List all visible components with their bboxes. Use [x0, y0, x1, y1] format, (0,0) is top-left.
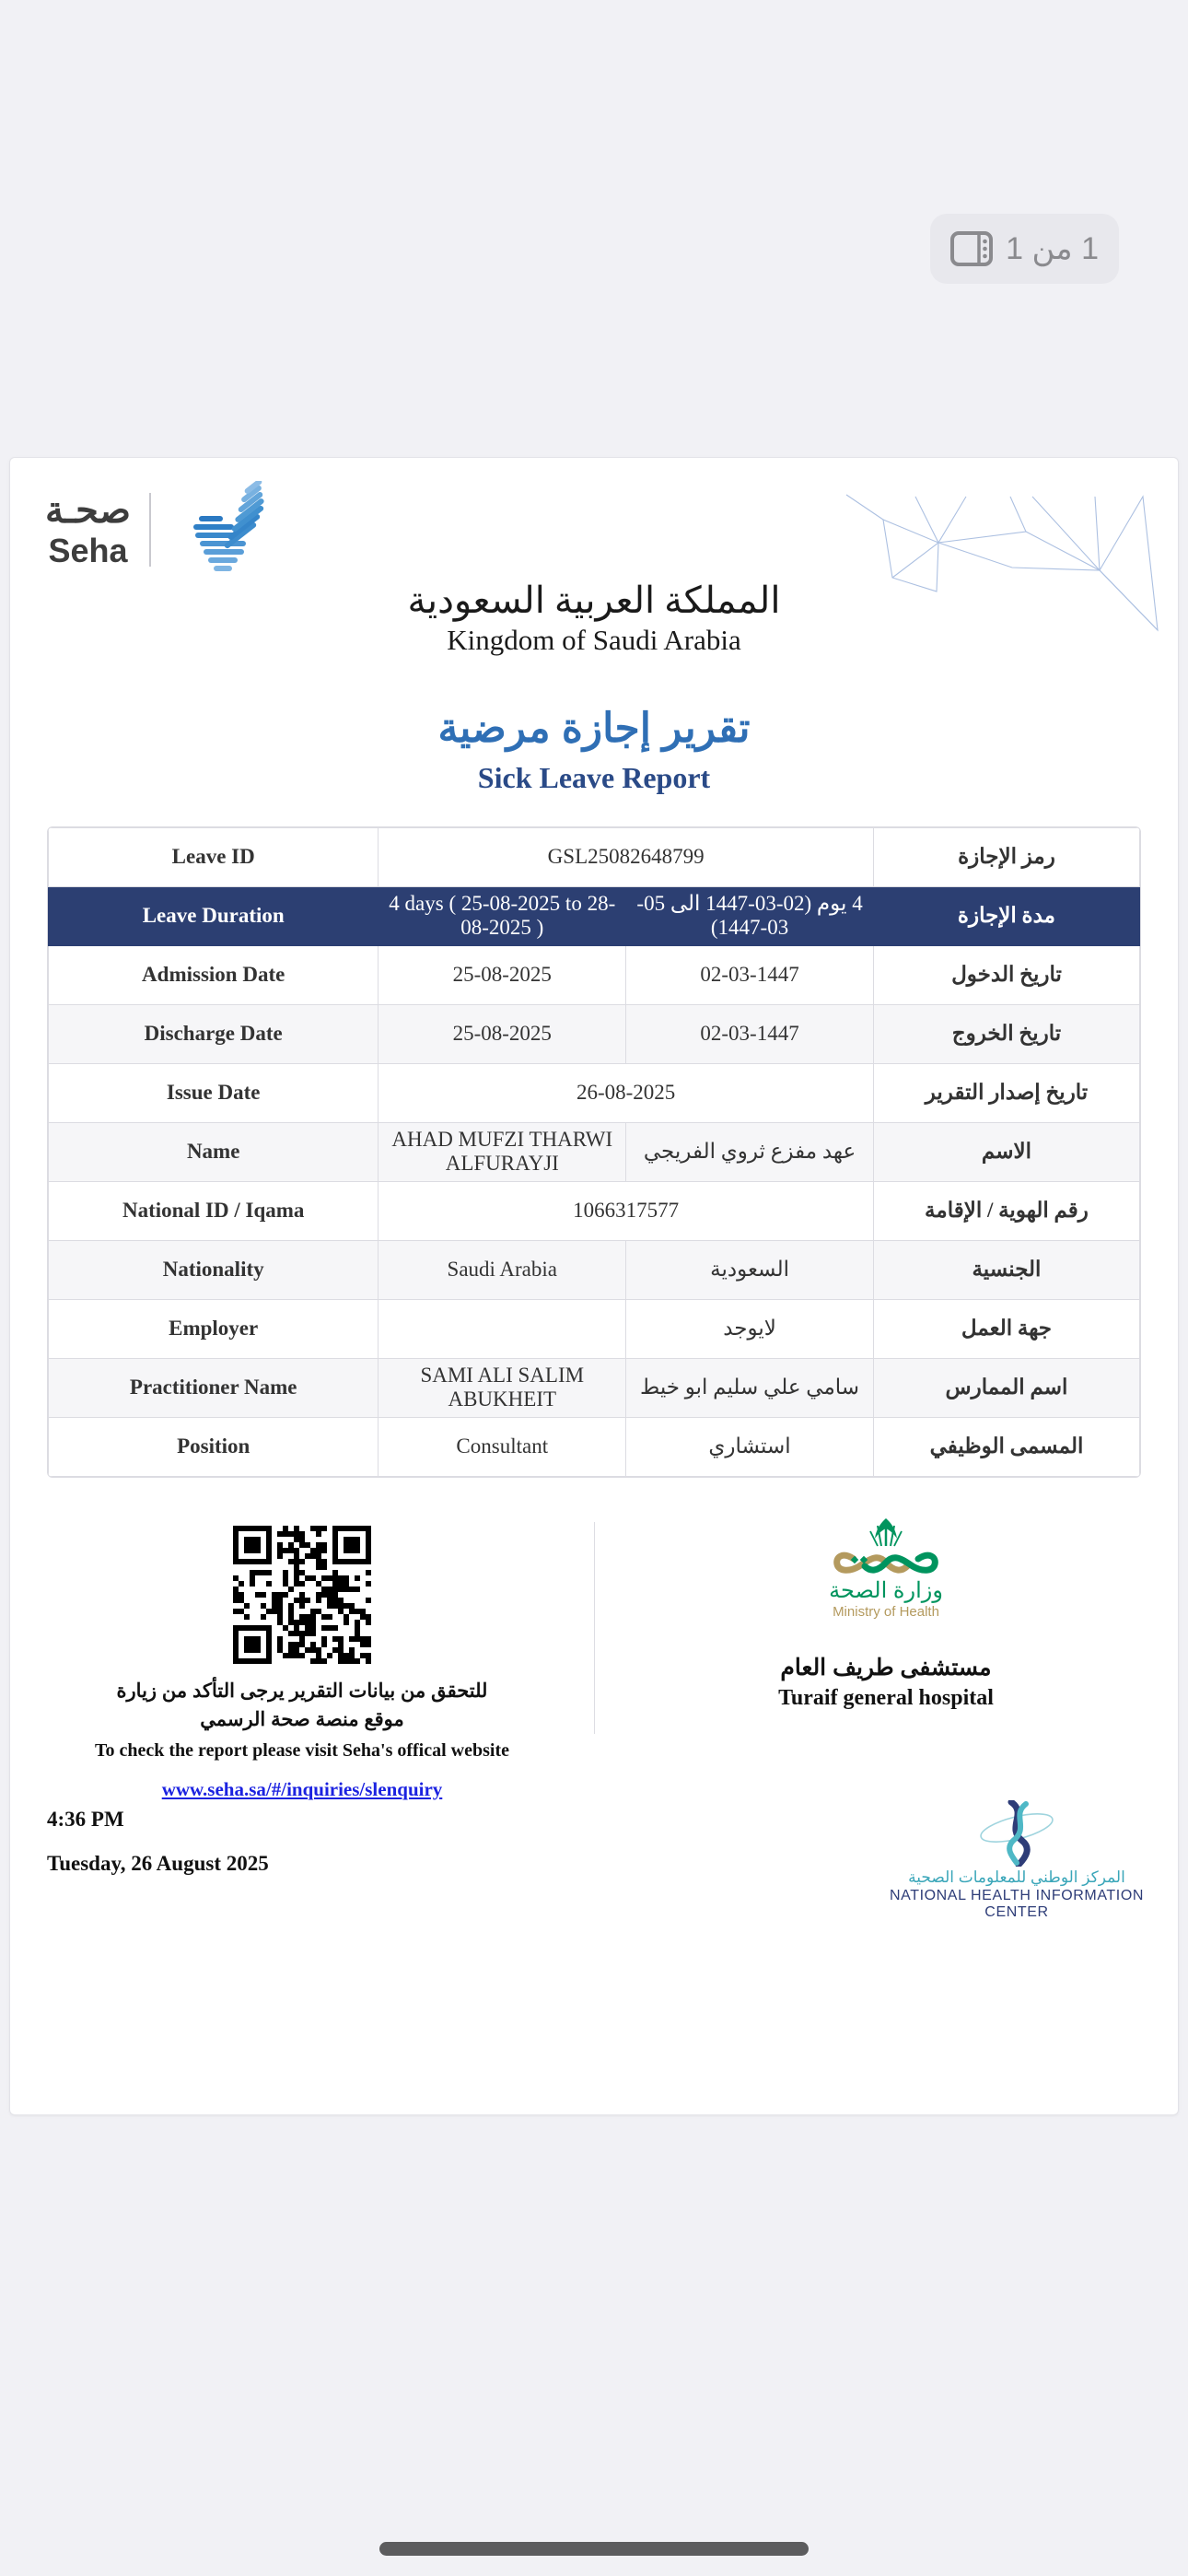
row-value-merged: 26-08-2025	[379, 1063, 874, 1122]
network-decoration-icon	[819, 469, 1169, 635]
verify-text-ar: للتحقق من بيانات التقرير يرجى التأكد من زيارة موقع منصة صحة الرسمي	[116, 1680, 488, 1731]
row-label-ar: جهة العمل	[873, 1299, 1139, 1358]
nhic-name-ar: المركز الوطني للمعلومات الصحية	[908, 1868, 1125, 1886]
row-value-ar: لايوجد	[626, 1299, 874, 1358]
row-label-ar: الجنسية	[873, 1240, 1139, 1299]
report-title-en: Sick Leave Report	[477, 760, 711, 794]
row-value-en: SAMI ALI SALIM ABUKHEIT	[379, 1358, 626, 1417]
row-label-ar: رقم الهوية / الإقامة	[873, 1181, 1139, 1240]
table-row	[49, 945, 1140, 1004]
hospital-block	[594, 1515, 1178, 1711]
row-value-en: Saudi Arabia	[379, 1240, 626, 1299]
verify-text-en: To check the report please visit Seha's offical website	[95, 1739, 509, 1761]
row-label-ar: تاريخ إصدار التقرير	[873, 1063, 1139, 1122]
svg-text:وزارة الصحة: وزارة الصحة	[829, 1577, 943, 1603]
svg-text:Ministry of Health: Ministry of Health	[833, 1603, 939, 1620]
seha-wordmark	[45, 489, 131, 569]
row-label-en: Position	[49, 1417, 379, 1476]
row-value-en: Consultant	[379, 1417, 626, 1476]
row-label-en: National ID / Iqama	[49, 1181, 379, 1240]
document-bottom-strip	[10, 1808, 1178, 1927]
row-label-ar: رمز الإجازة	[873, 827, 1139, 886]
table-row	[49, 1122, 1140, 1181]
row-value-ar: 02-03-1447	[626, 1004, 874, 1063]
row-label-ar: اسم الممارس	[873, 1358, 1139, 1417]
row-label-en: Name	[49, 1122, 379, 1181]
table-row	[49, 1004, 1140, 1063]
row-value-merged: GSL25082648799	[379, 827, 874, 886]
document-sheet[interactable]	[9, 457, 1179, 2115]
row-label-en: Practitioner Name	[49, 1358, 379, 1417]
nhic-helix-icon	[971, 1800, 1063, 1867]
row-label-en: Discharge Date	[49, 1004, 379, 1063]
table-row	[49, 1358, 1140, 1417]
table-row	[49, 827, 1140, 886]
row-value-ar: 4 يوم (02-03-1447 الى 05-03-1447)	[626, 886, 874, 945]
row-label-ar: الاسم	[873, 1122, 1139, 1181]
row-value-en: AHAD MUFZI THARWI ALFURAYJI	[379, 1122, 626, 1181]
page-indicator-pill[interactable]	[930, 214, 1119, 284]
hospital-name-en: Turaif general hospital	[778, 1685, 994, 1710]
row-label-ar: تاريخ الخروج	[873, 1004, 1139, 1063]
row-label-en: Employer	[49, 1299, 379, 1358]
seha-name-ar: صحـة	[45, 489, 131, 531]
seha-logo	[45, 481, 280, 578]
table-row	[49, 1181, 1140, 1240]
table-row	[49, 886, 1140, 945]
logo-divider	[149, 493, 151, 567]
row-value-ar: عهد مفزع ثروي الفريجي	[626, 1122, 874, 1181]
qr-code-icon[interactable]	[233, 1526, 371, 1664]
row-label-en: Issue Date	[49, 1063, 379, 1122]
row-value-merged: 1066317577	[379, 1181, 874, 1240]
row-value-en: 25-08-2025	[379, 945, 626, 1004]
verify-link[interactable]: www.seha.sa/#/inquiries/slenquiry	[161, 1777, 443, 1800]
row-label-en: Nationality	[49, 1240, 379, 1299]
document-footer	[10, 1515, 1178, 1800]
row-value-ar: استشاري	[626, 1417, 874, 1476]
stamp-date: Tuesday, 26 August 2025	[47, 1851, 269, 1875]
document-header	[10, 458, 1178, 624]
table-row	[49, 1417, 1140, 1476]
table-row	[49, 1240, 1140, 1299]
table-row	[49, 1063, 1140, 1122]
row-label-ar: المسمى الوظيفي	[873, 1417, 1139, 1476]
report-table	[48, 827, 1140, 1477]
report-title	[10, 705, 1178, 795]
hospital-name-ar: مستشفى طريف العام	[780, 1654, 992, 1680]
row-label-en: Admission Date	[49, 945, 379, 1004]
row-label-en: Leave ID	[49, 827, 379, 886]
stamp-time: 4:36 PM	[47, 1807, 124, 1831]
home-indicator[interactable]	[379, 2542, 809, 2556]
row-value-en	[379, 1299, 626, 1358]
report-table-wrapper	[47, 826, 1141, 1478]
row-label-ar: تاريخ الدخول	[873, 945, 1139, 1004]
table-row	[49, 1299, 1140, 1358]
ministry-of-health-logo-icon	[798, 1515, 973, 1630]
row-value-en: 25-08-2025	[379, 1004, 626, 1063]
row-label-ar: مدة الإجازة	[873, 886, 1139, 945]
row-label-en: Leave Duration	[49, 886, 379, 945]
kingdom-name-en: Kingdom of Saudi Arabia	[447, 624, 741, 656]
verification-block	[10, 1515, 594, 1801]
print-stamp	[47, 1808, 269, 1876]
row-value-ar: السعودية	[626, 1240, 874, 1299]
row-value-ar: سامي علي سليم ابو خيط	[626, 1358, 874, 1417]
row-value-en: 4 days ( 25-08-2025 to 28-08-2025 )	[379, 886, 626, 945]
pages-icon	[950, 231, 993, 266]
seha-name-en: Seha	[48, 531, 128, 569]
nhic-name-en: NATIONAL HEALTH INFORMATION CENTER	[889, 1887, 1145, 1920]
nhic-block	[883, 1800, 1150, 1921]
kingdom-name-ar: المملكة العربية السعودية	[407, 580, 781, 621]
row-value-ar: 02-03-1447	[626, 945, 874, 1004]
seha-check-icon	[169, 481, 280, 578]
page-indicator-label: 1 من 1	[1006, 231, 1099, 266]
report-title-ar: تقرير إجازة مرضية	[437, 706, 751, 751]
